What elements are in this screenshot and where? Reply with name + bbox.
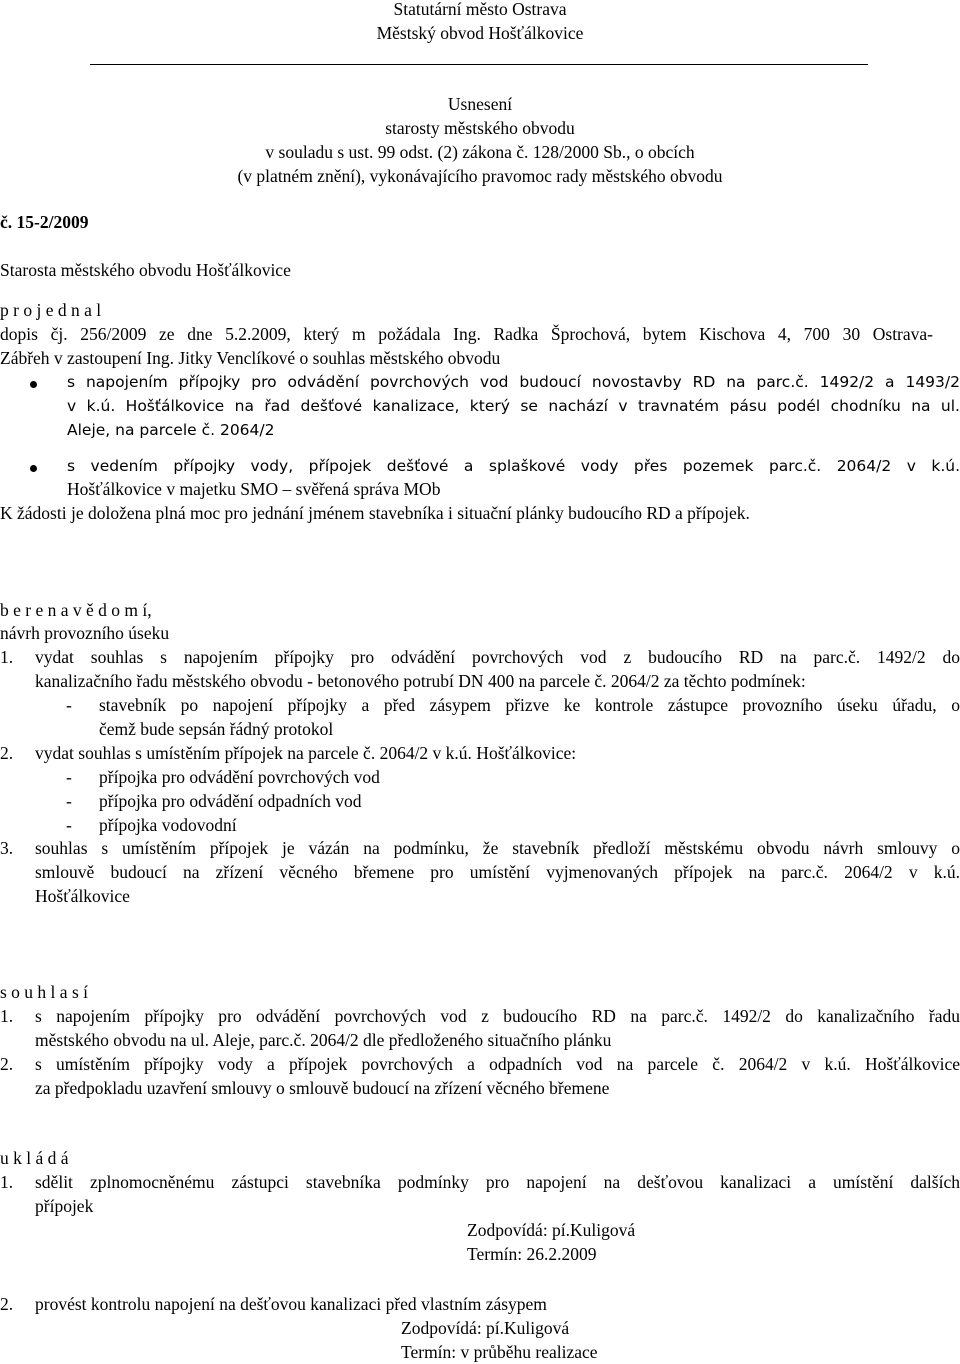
section-heading-projednal: p r o j e d n a l — [0, 300, 102, 320]
bere-item1-sub-line2: čemž bude sepsán řádný protokol — [99, 719, 334, 739]
dash-marker: - — [66, 791, 72, 811]
bere-item2-line: vydat souhlas s umístěním přípojek na parcele č. 2064/2 v k.ú. Hošťálkovice: — [35, 743, 577, 763]
bullet2-line2: Hošťálkovice v majetku SMO – svěřená správa MOb — [67, 479, 441, 499]
bullet1-line3: Aleje, na parcele č. 2064/2 — [67, 421, 275, 439]
dash-marker: - — [66, 695, 72, 715]
resolution-number: č. 15-2/2009 — [0, 212, 89, 232]
uklada-item2-deadline: Termín: v průběhu realizace — [401, 1342, 598, 1362]
resolution-author: Starosta městského obvodu Hošťálkovice — [0, 260, 291, 280]
uklada-item1-responsible: Zodpovídá: pí.Kuligová — [467, 1220, 636, 1240]
doc-title: Usnesení — [447, 94, 513, 114]
bullet-icon — [30, 465, 37, 472]
bere-item3-line2: smlouvě budoucí na zřízení věcného břemene pro umístění vyjmenovaných přípojek na parc.č. 2064/2 v k.ú. — [35, 862, 960, 882]
souhlasi-item1-line1: s napojením přípojky pro odvádění povrchových vod z budoucího RD na parc.č. 1492/2 do kanalizačního řadu — [35, 1006, 960, 1026]
bullet1-line2: v k.ú. Hošťálkovice na řad dešťové kanalizace, který se nachází v travnatém pásu podél chodníku na ul. — [67, 397, 960, 415]
section-heading-uklada: u k l á d á — [0, 1148, 69, 1168]
bere-item1-line1: vydat souhlas s napojením přípojky pro odvádění povrchových vod z budoucího RD na parc.č. 1492/2 do — [35, 647, 960, 667]
uklada-item2-responsible: Zodpovídá: pí.Kuligová — [401, 1318, 570, 1338]
header-district: Městský obvod Hošťálkovice — [376, 23, 584, 43]
projednal-line2: Zábřeh v zastoupení Ing. Jitky Venclíkové o souhlas městského obvodu — [0, 348, 501, 368]
uklada-item1-line2: přípojek — [35, 1196, 94, 1216]
souhlasi-item2-line2: za předpokladu uzavření smlouvy o smlouvě budoucí na zřízení věcného břemene — [35, 1078, 610, 1098]
souhlasi-item2-number: 2. — [0, 1054, 14, 1074]
bere-item3-line3: Hošťálkovice — [35, 886, 130, 906]
bere-item1-line2: kanalizačního řadu městského obvodu - betonového potrubí DN 400 na parcele č. 2064/2 za těchto podmínek: — [35, 671, 806, 691]
souhlasi-item1-number: 1. — [0, 1006, 14, 1026]
uklada-item1-line1: sdělit zplnomocněnému zástupci stavebníka podmínky pro napojení na dešťovou kanalizaci a umístění dalších — [35, 1172, 960, 1192]
doc-title-line3: v souladu s ust. 99 odst. (2) zákona č. 128/2000 Sb., o obcích — [265, 142, 695, 162]
header-city: Statutární město Ostrava — [393, 0, 567, 19]
uklada-item1-number: 1. — [0, 1172, 14, 1192]
section-heading-bere: b e r e n a v ě d o m í, — [0, 600, 152, 620]
uklada-item2-number: 2. — [0, 1294, 14, 1314]
bere-item2-sub3: přípojka vodovodní — [99, 815, 237, 835]
projednal-note: K žádosti je doložena plná moc pro jednání jménem stavebníka i situační plánky budoucího RD a přípojek. — [0, 503, 750, 523]
dash-marker: - — [66, 767, 72, 787]
bere-item2-number: 2. — [0, 743, 14, 763]
souhlasi-item1-line2: městského obvodu na ul. Aleje, parc.č. 2064/2 dle předloženého situačního plánku — [35, 1030, 612, 1050]
bere-item1-sub-line1: stavebník po napojení přípojky a před zásypem přizve ke kontrole zástupce provozního úseku úřadu, o — [99, 695, 960, 715]
dash-marker: - — [66, 815, 72, 835]
uklada-item1-deadline: Termín: 26.2.2009 — [467, 1244, 597, 1264]
bere-item3-number: 3. — [0, 838, 14, 858]
projednal-line1: dopis čj. 256/2009 ze dne 5.2.2009, který m požádala Ing. Radka Šprochová, bytem Kischova 4, 700 30 Ostrava- — [0, 324, 933, 344]
header-divider — [90, 64, 868, 65]
doc-title-line4: (v platném znění), vykonávajícího pravomoc rady městského obvodu — [237, 166, 723, 186]
section-heading-souhlasi: s o u h l a s í — [0, 982, 88, 1002]
bere-item2-sub2: přípojka pro odvádění odpadních vod — [99, 791, 362, 811]
uklada-item2-line: provést kontrolu napojení na dešťovou kanalizaci před vlastním zásypem — [35, 1294, 547, 1314]
bullet2-line1: s vedením přípojky vody, přípojek dešťové a splaškové vody přes pozemek parc.č. 2064/2 v k.ú. — [67, 457, 960, 475]
souhlasi-item2-line1: s umístěním přípojky vody a přípojek povrchových a odpadních vod na parcele č. 2064/2 v k.ú. Hošťálkovice — [35, 1054, 960, 1074]
bullet-icon — [30, 381, 37, 388]
doc-title-line2: starosty městského obvodu — [385, 118, 575, 138]
bere-subheading: návrh provozního úseku — [0, 623, 170, 643]
bere-item1-number: 1. — [0, 647, 14, 667]
bullet1-line1: s napojením přípojky pro odvádění povrchových vod budoucí novostavby RD na parc.č. 1492/2 a 1493/2 — [67, 373, 960, 391]
bere-item2-sub1: přípojka pro odvádění povrchových vod — [99, 767, 380, 787]
bere-item3-line1: souhlas s umístěním přípojek je vázán na podmínku, že stavebník předloží městskému obvodu návrh smlouvy o — [35, 838, 960, 858]
